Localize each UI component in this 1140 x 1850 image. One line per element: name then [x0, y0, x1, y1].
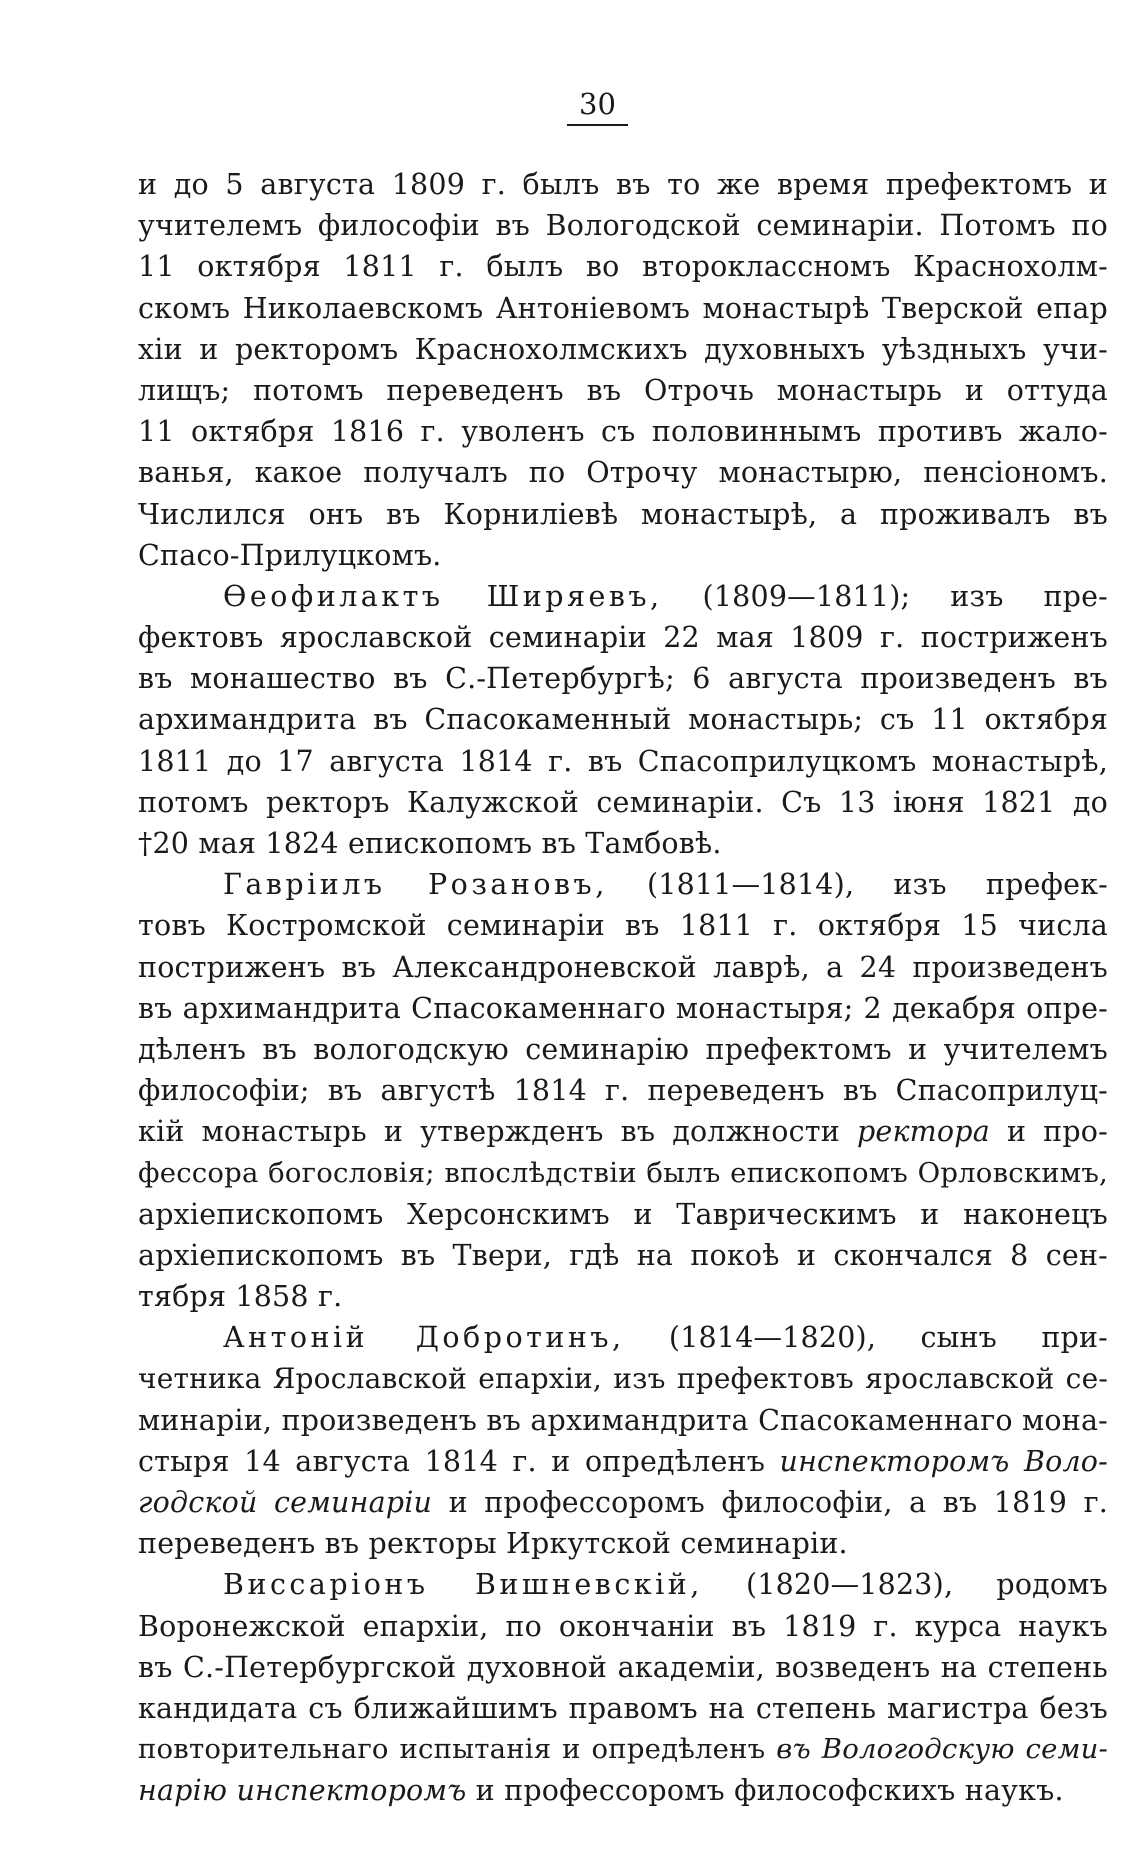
text-line: постриженъ въ Александроневской лаврѣ, а 24 произведенъ — [138, 950, 1108, 984]
text-line: Спасо-Прилуцкомъ. — [138, 538, 442, 572]
person-name: Ѳеофилактъ Ширяевъ, — [223, 579, 663, 613]
text-fragment: и профессоромъ философскихъ наукъ. — [466, 1774, 1064, 1808]
entry-heading-line — [138, 576, 1108, 617]
text-line: 11 октября 1816 г. уволенъ съ половиннымъ противъ жало- — [138, 415, 1108, 449]
text-line: четника Ярославской епархіи, изъ префектовъ ярославской се- — [138, 1362, 1108, 1396]
text-fragment: кій монастырь и утвержденъ въ должности — [138, 1115, 857, 1149]
entry-heading-line — [138, 864, 1108, 905]
page-header — [0, 86, 1140, 126]
text-line: хіи и ректоромъ Краснохолмскихъ духовныхъ уѣздныхъ учи- — [138, 332, 1108, 366]
italic-fragment: нарію инспекторомъ — [138, 1774, 467, 1808]
text-line: Числился онъ въ Корниліевѣ монастырѣ, а проживалъ въ — [138, 497, 1108, 531]
text-fragment: (1811—1814), изъ префек- — [607, 868, 1108, 902]
text-line: потомъ ректоръ Калужской семинаріи. Съ 13 іюня 1821 до — [138, 785, 1108, 819]
text-line: философіи; въ августѣ 1814 г. переведенъ въ Спасоприлуц- — [138, 1074, 1108, 1108]
page-body — [138, 164, 1108, 1812]
text-line: товъ Костромской семинаріи въ 1811 г. октября 15 числа — [138, 909, 1108, 943]
text-line: ванья, какое получалъ по Отрочу монастырю, пенсіономъ. — [138, 456, 1108, 490]
text-line: скомъ Николаевскомъ Антоніевомъ монастырѣ Тверской епар — [138, 291, 1108, 325]
text-fragment: стыря 14 августа 1814 г. и опредѣленъ — [138, 1444, 780, 1478]
text-line: въ С.-Петербургской духовной академіи, возведенъ на степень — [138, 1650, 1108, 1684]
text-line — [138, 1770, 1108, 1811]
text-line: лищъ; потомъ переведенъ въ Отрочь монастырь и оттуда — [138, 373, 1108, 407]
entry-heading-line — [138, 1317, 1108, 1358]
text-fragment: повторительнаго испытанія и опредѣленъ — [138, 1733, 777, 1766]
italic-fragment: инспекторомъ Воло- — [779, 1444, 1108, 1478]
text-fragment: (1814—1820), сынъ при- — [624, 1321, 1108, 1355]
text-line: фектовъ ярославской семинаріи 22 мая 1809 г. постриженъ — [138, 621, 1108, 655]
person-name: Виссаріонъ Вишневскій, — [223, 1568, 703, 1602]
person-name: Антоній Добротинъ, — [223, 1321, 625, 1355]
text-line — [138, 1441, 1108, 1482]
text-line: Воронежской епархіи, по окончаніи въ 1819 г. курса наукъ — [138, 1609, 1108, 1643]
text-line: †20 мая 1824 епископомъ въ Тамбовѣ. — [138, 827, 722, 860]
text-fragment: и профессоромъ философіи, а въ 1819 г. — [432, 1486, 1109, 1519]
italic-fragment: въ Вологодскую семи- — [776, 1733, 1108, 1766]
text-fragment: (1809—1811); изъ пре- — [662, 579, 1109, 613]
text-line: фессора богословія; впослѣдствіи былъ епископомъ Орловскимъ, — [138, 1156, 1108, 1189]
text-line: архіепископомъ въ Твери, гдѣ на покоѣ и скончался 8 сен- — [138, 1238, 1108, 1272]
text-line: 1811 до 17 августа 1814 г. въ Спасоприлуцкомъ монастырѣ, — [138, 744, 1108, 778]
text-line: дѣленъ въ вологодскую семинарію префектомъ и учителемъ — [138, 1032, 1108, 1066]
text-line: въ монашество въ С.-Петербургѣ; 6 августа произведенъ въ — [138, 662, 1108, 696]
text-line — [138, 1482, 1108, 1523]
text-line: учителемъ философіи въ Вологодской семинаріи. Потомъ по — [138, 209, 1108, 243]
text-fragment: (1820—1823), родомъ — [702, 1568, 1108, 1602]
text-line: архимандрита въ Спасокаменный монастырь; съ 11 октября — [138, 703, 1108, 737]
text-line: кандидата съ ближайшимъ правомъ на степень магистра безъ — [138, 1691, 1108, 1725]
page-number: 30 — [567, 86, 628, 126]
text-line — [138, 1729, 1108, 1770]
italic-fragment: ректора — [856, 1115, 990, 1149]
text-line: 11 октября 1811 г. былъ во второклассномъ Краснохолм- — [138, 250, 1108, 284]
italic-fragment: годской семинаріи — [138, 1486, 433, 1519]
text-line: въ архимандрита Спасокаменнаго монастыря; 2 декабря опре- — [138, 991, 1108, 1025]
text-line: и до 5 августа 1809 г. былъ въ то же время префектомъ и — [138, 168, 1108, 201]
person-name: Гавріилъ Розановъ, — [223, 868, 608, 902]
text-line: переведенъ въ ректоры Иркутской семинаріи. — [138, 1527, 848, 1561]
text-line — [138, 1111, 1108, 1152]
text-line: тября 1858 г. — [138, 1280, 343, 1314]
entry-heading-line — [138, 1564, 1108, 1605]
text-fragment: и про- — [989, 1115, 1108, 1149]
text-line: минаріи, произведенъ въ архимандрита Спасокаменнаго мона- — [138, 1403, 1108, 1437]
text-line: архіепископомъ Херсонскимъ и Таврическимъ и наконецъ — [138, 1197, 1108, 1231]
